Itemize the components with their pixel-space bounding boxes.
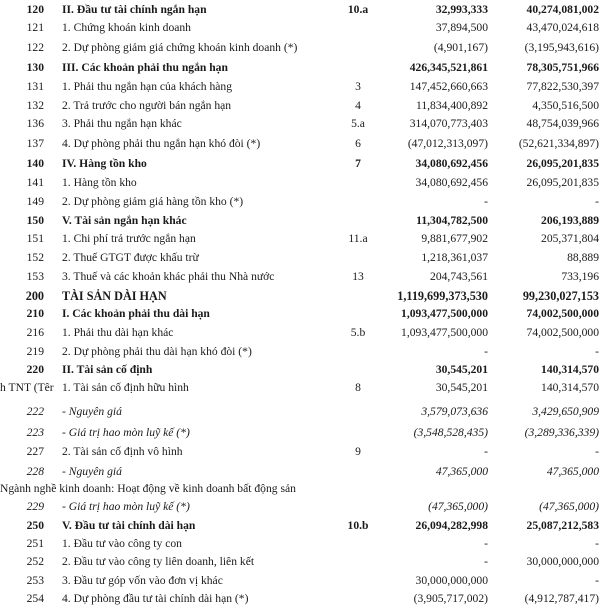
table-row [0, 114, 600, 134]
table-row [0, 304, 600, 324]
row-value-previous: - [595, 574, 599, 587]
row-value-current: (3,905,717,002) [413, 592, 488, 605]
table-row [0, 248, 600, 268]
row-code: 210 [26, 307, 44, 320]
row-code: 152 [26, 251, 44, 264]
row-value-previous: 48,754,039,966 [526, 117, 599, 130]
row-note [336, 402, 380, 422]
row-value-current: 30,000,000,000 [415, 574, 488, 587]
row-note: 6 [355, 137, 361, 150]
row-value-previous: (3,195,943,616) [524, 41, 599, 54]
row-value-current: 1,093,477,500,000 [401, 326, 488, 339]
table-row [0, 323, 600, 343]
table-row [0, 552, 600, 572]
row-value-previous: (4,912,787,417) [524, 592, 599, 605]
row-value-current: - [484, 345, 488, 358]
row-item: - Nguyên giá [62, 465, 122, 478]
row-item: 1. Tài sản cố định hữu hình [62, 381, 189, 394]
table-row [0, 77, 600, 97]
row-value-current: 204,743,561 [430, 270, 488, 283]
row-value-current: 1,119,699,373,530 [397, 289, 488, 303]
table-row [0, 423, 600, 443]
table-row [0, 173, 600, 193]
table-row [0, 534, 600, 554]
row-note: 13 [352, 270, 364, 283]
row-value-current: 26,094,282,998 [415, 519, 488, 532]
table-row [0, 589, 600, 609]
row-note: 9 [355, 445, 361, 458]
row-value-current: (47,365,000) [428, 500, 488, 513]
row-note [336, 534, 380, 554]
row-item: III. Các khoản phải thu ngắn hạn [62, 61, 228, 74]
row-value-previous: (3,289,336,339) [524, 426, 599, 439]
row-value-previous: 74,002,500,000 [526, 326, 599, 339]
row-value-current: 32,993,333 [435, 3, 488, 16]
table-row [0, 479, 600, 499]
row-item: 1. Phải thu ngắn hạn của khách hàng [62, 80, 232, 93]
row-value-current: - [484, 537, 488, 550]
row-item: 2. Dự phòng phải thu dài hạn khó đòi (*) [62, 345, 252, 358]
row-note: 4 [355, 99, 361, 112]
row-item: 1. Chi phí trả trước ngắn hạn [62, 232, 196, 245]
row-item: 2. Dự phòng giảm giá chứng khoán kinh doanh (*) [62, 41, 298, 54]
row-item: 1. Phải thu dài hạn khác [62, 326, 174, 339]
row-value-current: 34,080,692,456 [415, 157, 488, 170]
row-note [336, 58, 380, 78]
row-note [336, 248, 380, 268]
row-note: 8 [355, 381, 361, 394]
table-row [0, 286, 600, 306]
row-item: II. Đầu tư tài chính ngắn hạn [62, 3, 207, 16]
row-code: 216 [26, 326, 44, 339]
row-value-current: 314,070,773,403 [409, 117, 488, 130]
row-note [336, 192, 380, 212]
row-item: 3. Phải thu ngắn hạn khác [62, 117, 182, 130]
row-item: 1. Chứng khoán kinh doanh [62, 21, 191, 34]
row-value-previous: 140,314,570 [541, 381, 599, 394]
row-value-current: - [484, 445, 488, 458]
row-value-previous: 88,889 [567, 251, 599, 264]
row-value-current: 30,545,201 [435, 363, 488, 376]
row-value-current: 1,093,477,500,000 [401, 307, 488, 320]
row-item: 3. Đầu tư góp vốn vào đơn vị khác [62, 574, 223, 587]
row-code: 121 [26, 21, 44, 34]
row-code: 250 [26, 519, 44, 532]
row-code: 120 [26, 3, 44, 16]
row-value-previous [488, 479, 599, 499]
table-row [0, 134, 600, 154]
row-note: 7 [355, 157, 361, 170]
table-row [0, 96, 600, 116]
table-row [0, 342, 600, 362]
table-row [0, 38, 600, 58]
table-row [0, 192, 600, 212]
row-value-previous: 4,350,516,500 [532, 99, 599, 112]
table-row [0, 58, 600, 78]
row-code: 151 [26, 232, 44, 245]
row-value-current: 30,545,201 [435, 381, 488, 394]
row-value-previous: 25,087,212,583 [526, 519, 599, 532]
row-lead-text: h TNT (Têr [0, 381, 54, 394]
row-code: 137 [26, 137, 44, 150]
table-row [0, 211, 600, 231]
row-value-previous: 26,095,201,835 [526, 157, 599, 170]
row-value-current: 34,080,692,456 [415, 176, 488, 189]
row-note [336, 173, 380, 193]
row-item: 4. Dự phòng phải thu ngắn hạn khó đòi (*) [62, 137, 261, 150]
table-row [0, 267, 600, 287]
row-note [336, 211, 380, 231]
table-row [0, 378, 600, 398]
row-value-current: - [484, 555, 488, 568]
row-item: TÀI SẢN DÀI HẠN [62, 289, 167, 303]
row-value-current: 147,452,660,663 [409, 80, 488, 93]
table-row [0, 497, 600, 517]
row-item: 3. Thuế và các khoản khác phải thu Nhà nước [62, 270, 275, 283]
row-value-current: 9,881,677,902 [421, 232, 488, 245]
row-code [0, 479, 44, 499]
row-item: IV. Hàng tồn kho [62, 157, 147, 170]
row-code [0, 378, 44, 398]
row-note [336, 18, 380, 38]
row-item: 2. Thuế GTGT được khấu trừ [62, 251, 199, 264]
row-item: - Nguyên giá [62, 405, 122, 418]
row-code: 220 [26, 363, 44, 376]
table-row [0, 154, 600, 174]
row-value-previous: 3,429,650,909 [532, 405, 599, 418]
row-code: 153 [26, 270, 44, 283]
row-code: 140 [26, 157, 44, 170]
row-note: 10.b [347, 519, 369, 532]
row-code: 136 [26, 117, 44, 130]
row-value-previous: 26,095,201,835 [526, 176, 599, 189]
row-note [336, 342, 380, 362]
row-value-current: 426,345,521,861 [409, 61, 488, 74]
row-value-current: 3,579,073,636 [421, 405, 488, 418]
row-note [336, 479, 380, 499]
table-row [0, 229, 600, 249]
row-item: 2. Tài sản cố định vô hình [62, 445, 183, 458]
row-code: 251 [26, 537, 44, 550]
table-row [0, 571, 600, 591]
row-note: 3 [355, 80, 361, 93]
row-value-previous: 40,274,081,002 [526, 3, 599, 16]
row-code: 141 [26, 176, 44, 189]
row-code: 150 [26, 214, 44, 227]
row-note: 5.b [350, 326, 366, 339]
table-row [0, 442, 600, 462]
row-code: 131 [26, 80, 44, 93]
row-item: 2. Dự phòng giảm giá hàng tồn kho (*) [62, 195, 244, 208]
row-item [62, 479, 362, 499]
row-value-current [376, 479, 488, 499]
row-value-current: 47,365,000 [435, 465, 488, 478]
row-value-current: 11,304,782,500 [416, 214, 488, 227]
row-value-previous: 47,365,000 [546, 465, 599, 478]
row-value-current: (4,901,167) [433, 41, 488, 54]
row-value-previous: 30,000,000,000 [526, 555, 599, 568]
row-item: 1. Đầu tư vào công ty con [62, 537, 182, 550]
row-note [336, 589, 380, 609]
table-row [0, 18, 600, 38]
row-value-current: (47,012,313,097) [407, 137, 488, 150]
row-value-previous: 733,196 [561, 270, 599, 283]
row-code: 229 [26, 500, 44, 513]
table-row [0, 360, 600, 380]
row-value-previous: 78,305,751,966 [526, 61, 599, 74]
row-value-previous: 205,371,804 [541, 232, 599, 245]
row-note [336, 552, 380, 572]
row-value-previous: 99,230,027,153 [522, 289, 599, 303]
row-note [336, 286, 380, 306]
row-item: V. Đầu tư tài chính dài hạn [62, 519, 196, 532]
row-value-previous: (52,621,334,897) [518, 137, 599, 150]
row-code: 227 [26, 445, 44, 458]
table-row [0, 0, 600, 20]
row-value-current: 1,218,361,037 [421, 251, 488, 264]
row-note [336, 423, 380, 443]
row-lead-text: Ngành nghề kinh doanh: Hoạt động về kinh doanh bất động sản [0, 482, 296, 495]
row-code: 149 [26, 195, 44, 208]
row-code: 130 [26, 61, 44, 74]
row-value-previous: - [595, 537, 599, 550]
row-code: 219 [26, 345, 44, 358]
row-item: I. Các khoản phải thu dài hạn [62, 307, 210, 320]
row-note: 5.a [351, 117, 365, 130]
row-note [336, 497, 380, 517]
row-value-current: 11,834,400,892 [415, 99, 488, 112]
row-value-current: - [484, 195, 488, 208]
row-note: 10.a [347, 3, 369, 16]
table-row [0, 516, 600, 536]
row-note [336, 38, 380, 58]
row-value-previous: 74,002,500,000 [526, 307, 599, 320]
row-item: II. Tài sản cố định [62, 363, 153, 376]
row-note [336, 304, 380, 324]
row-item: 1. Hàng tồn kho [62, 176, 137, 189]
row-value-current: (3,548,528,435) [413, 426, 488, 439]
row-value-previous: - [595, 445, 599, 458]
row-value-previous: - [595, 345, 599, 358]
row-code: 252 [26, 555, 44, 568]
row-note: 11.a [348, 232, 368, 245]
row-item: V. Tài sản ngắn hạn khác [62, 214, 187, 227]
row-code: 254 [26, 592, 44, 605]
row-code: 228 [26, 465, 44, 478]
row-code: 253 [26, 574, 44, 587]
row-code: 200 [25, 289, 44, 303]
row-value-previous: - [595, 195, 599, 208]
row-value-previous: 206,193,889 [541, 214, 599, 227]
row-item: 2. Đầu tư vào công ty liên doanh, liên kết [62, 555, 255, 568]
row-item: 4. Dự phòng đầu tư tài chính dài hạn (*) [62, 592, 249, 605]
row-value-previous: (47,365,000) [539, 500, 599, 513]
row-item: - Giá trị hao mòn luỹ kế (*) [62, 426, 190, 439]
row-code: 122 [26, 41, 44, 54]
row-value-previous: 140,314,570 [541, 363, 599, 376]
row-note [336, 571, 380, 591]
row-item: - Giá trị hao mòn luỹ kế (*) [62, 500, 190, 513]
row-item: 2. Trả trước cho người bán ngắn hạn [62, 99, 232, 112]
row-code: 222 [26, 405, 44, 418]
table-row [0, 402, 600, 422]
row-value-current: 37,894,500 [435, 21, 488, 34]
row-value-previous: 43,470,024,618 [526, 21, 599, 34]
row-value-previous: 77,822,530,397 [526, 80, 599, 93]
row-code: 132 [26, 99, 44, 112]
row-note [336, 360, 380, 380]
row-code: 223 [26, 426, 44, 439]
